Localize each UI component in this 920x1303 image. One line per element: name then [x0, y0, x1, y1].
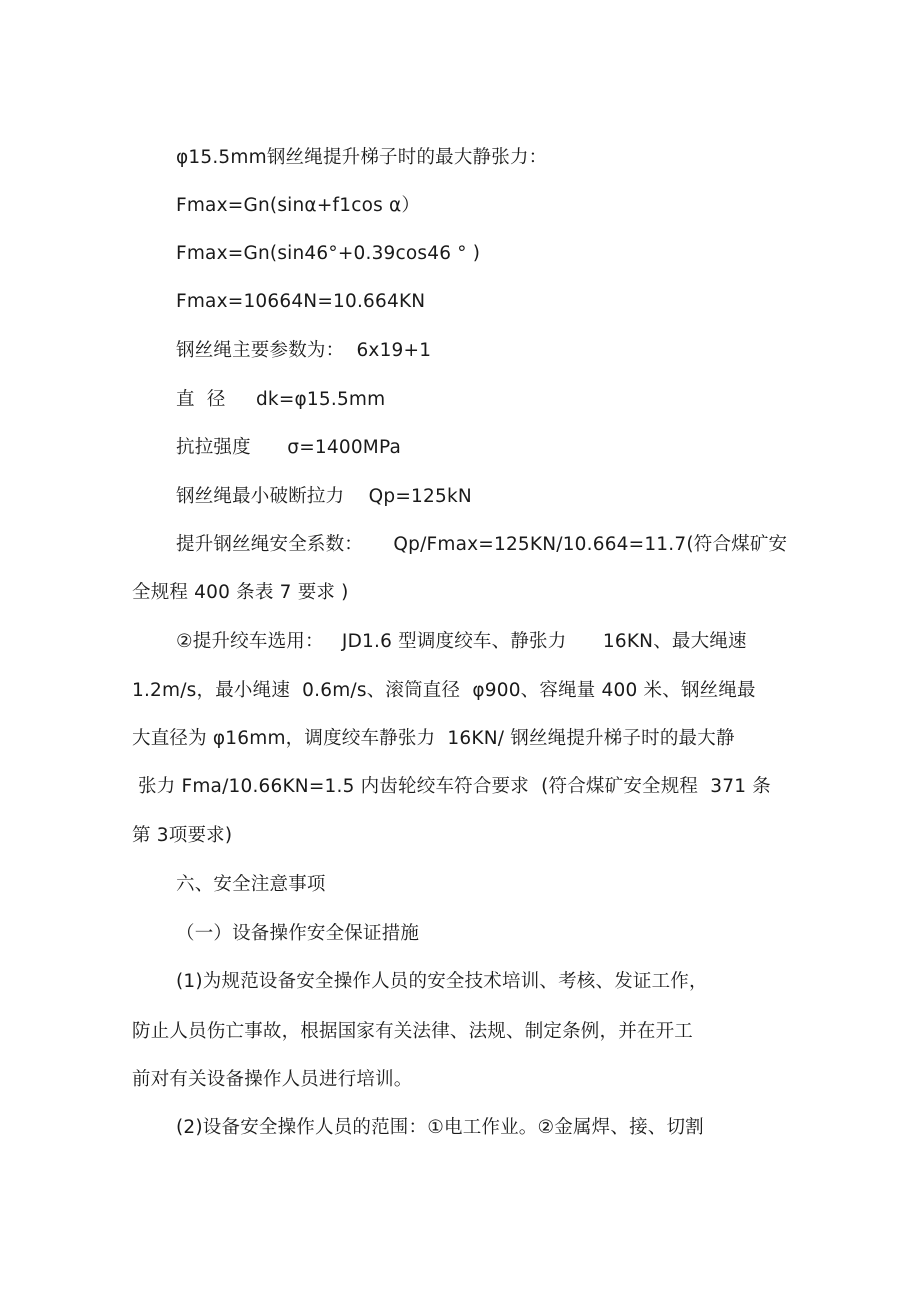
text-line: φ15.5mm钢丝绳提升梯子时的最大静张力： [176, 147, 548, 168]
text-line: 抗拉强度 σ=1400MPa [176, 437, 402, 458]
text-line: 张力 Fma/10.66KN=1.5 内齿轮绞车符合要求 (符合煤矿安全规程 371 条 [138, 776, 771, 797]
text-line: （一）设备操作安全保证措施 [176, 923, 420, 944]
text-line: 提升钢丝绳安全系数： Qp/Fmax=125KN/10.664=11.7(符合煤矿安 [176, 534, 788, 555]
text-line: 第 3项要求) [132, 825, 233, 846]
text-line: 全规程 400 条表 7 要求 ) [132, 582, 349, 603]
text-line: 前对有关设备操作人员进行培训。 [132, 1069, 413, 1090]
text-line: 防止人员伤亡事故，根据国家有关法律、法规、制定条例，并在开工 [132, 1021, 694, 1042]
text-line: (1)为规范设备安全操作人员的安全技术培训、考核、发证工作， [176, 971, 708, 992]
text-line: 钢丝绳主要参数为： 6x19+1 [176, 340, 432, 361]
text-line: Fmax=Gn(sinα+f1cos α） [176, 195, 421, 216]
text-line: 直 径 dk=φ15.5mm [176, 389, 386, 410]
text-line: Fmax=10664N=10.664KN [176, 291, 426, 312]
text-line: 大直径为 φ16mm，调度绞车静张力 16KN/ 钢丝绳提升梯子时的最大静 [132, 728, 735, 749]
text-line: 钢丝绳最小破断拉力 Qp=125kN [176, 486, 472, 507]
text-line: (2)设备安全操作人员的范围：①电工作业。②金属焊、接、切割 [176, 1117, 704, 1138]
text-line: Fmax=Gn(sin46°+0.39cos46 ° ) [176, 243, 481, 264]
text-line: 1.2m/s，最小绳速 0.6m/s、滚筒直径 φ900、容绳量 400 米、钢丝绳最 [132, 680, 756, 701]
text-line: ②提升绞车选用： JD1.6 型调度绞车、静张力 16KN、最大绳速 [176, 631, 747, 652]
text-line: 六、安全注意事项 [176, 874, 326, 895]
